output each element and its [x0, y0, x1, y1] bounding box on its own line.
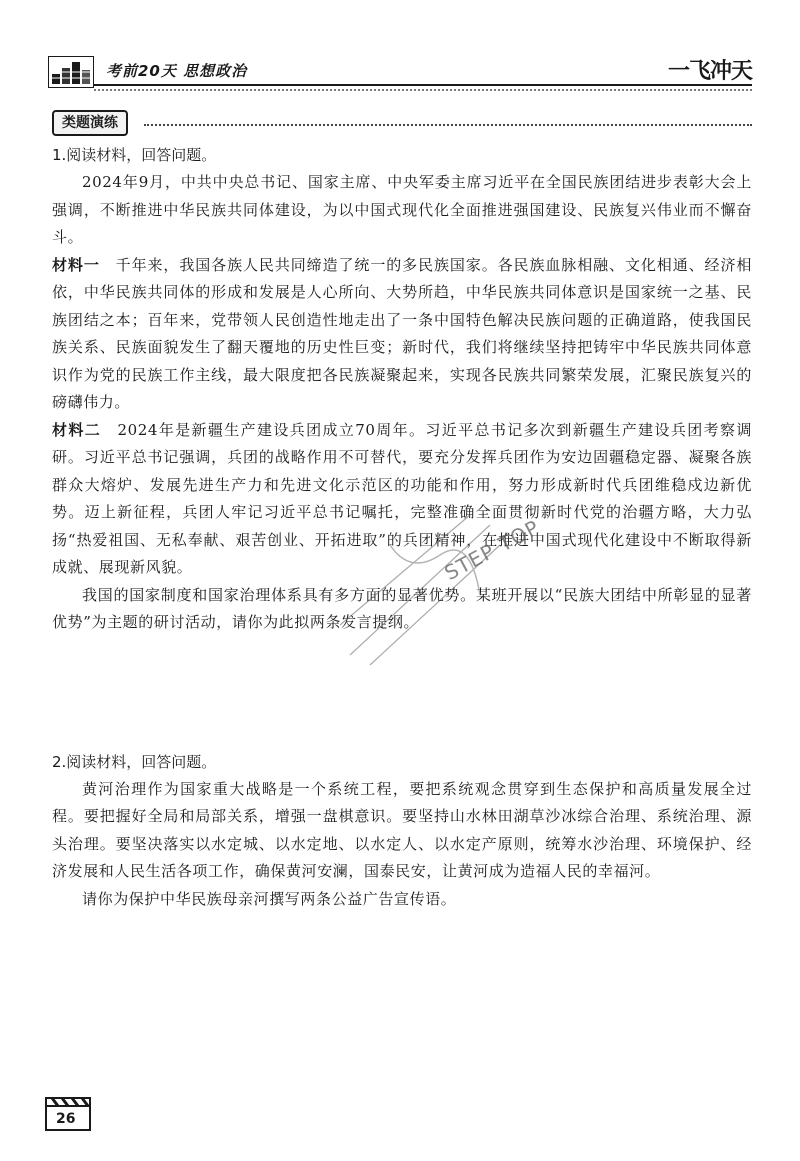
- page-number: 26: [56, 1111, 76, 1127]
- page-header: [48, 54, 752, 94]
- question-2-material: 黄河治理作为国家重大战略是一个系统工程，要把系统观念贯穿到生态保护和高质量发展全过程。要把握好全局和局部关系，增强一盘棋意识。要坚持山水林田湖草沙冰综合治理、系统治理、源头治理。要坚决落实以水定城、以水定地、以水定人、以水定产原则，统筹水沙治理、环境保护、经济发展和人民生活各项工作，确保黄河安澜，国泰民安，让黄河成为造福人民的幸福河。: [52, 779, 752, 880]
- question-1-intro: 2024年9月，中共中央总书记、国家主席、中央军委主席习近平在全国民族团结进步表彰大会上强调，不断推进中华民族共同体建设，为以中国式现代化全面推进强国建设、民族复兴伟业而不懈奋斗。: [52, 173, 752, 246]
- brand-logo: 一飞冲天: [667, 59, 752, 84]
- question-1-task: 我国的国家制度和国家治理体系具有多方面的显著优势。某班开展以“民族大团结中所彰显的显著优势”为主题的研讨活动，请你为此拟两条发言提纲。: [52, 585, 752, 631]
- watermark: STEP TOP: [440, 514, 544, 586]
- question-2-task: 请你为保护中华民族母亲河撰写两条公益广告宣传语。: [82, 889, 457, 908]
- section-tag: 类题演练: [52, 110, 128, 136]
- header-dotted-divider: [94, 89, 752, 91]
- grid-logo-icon: [48, 56, 94, 88]
- material-2-label: 材料二: [52, 420, 102, 439]
- material-1-text: 千年来，我国各族人民共同缔造了统一的多民族国家。各民族血脉相融、文化相通、经济相依，中华民族共同体的形成和发展是人心所向、大势所趋，中华民族共同体意识是国家统一之基、民族团结之本；百年来，党带领人民创造性地走出了一条中国特色解决民族问题的正确道路，使我国民族关系、民族面貌发生了翻天覆地的历史性巨变；新时代，我们将继续坚持把铸牢中华民族共同体意识作为党的民族工作主线，最大限度把各民族凝聚起来，实现各民族共同繁荣发展，汇聚民族复兴的磅礴伟力。: [52, 255, 752, 411]
- material-2-text: 2024年是新疆生产建设兵团成立70周年。习近平总书记多次到新疆生产建设兵团考察调研。习近平总书记强调，兵团的战略作用不可替代，要充分发挥兵团作为安边固疆稳定器、凝聚各族群众大熔炉、发展先进生产力和先进文化示范区的功能和作用，努力形成新时代兵团维稳戍边新优势。迈上新征程，兵团人牢记习近平总书记嘱托，完整准确全面贯彻新时代党的治疆方略，大力弘扬“热爱祖国、无私奉献、艰苦创业、开拓进取”的兵团精神，在推进中国式现代化建设中不断取得新成就、展现新风貌。: [52, 420, 752, 576]
- section-dotted-line: [144, 124, 752, 126]
- header-divider: [94, 84, 752, 86]
- page-number-badge: [44, 1096, 92, 1132]
- watermark-scribble-icon: [330, 505, 510, 675]
- section-heading: [52, 110, 752, 136]
- question-1-material-1: [52, 252, 752, 417]
- header-title: 考前20天 思想政治: [106, 62, 248, 80]
- question-1-prompt: 1.阅读材料，回答问题。: [52, 146, 217, 164]
- material-1-label: 材料一: [52, 255, 100, 274]
- question-2-prompt: 2.阅读材料，回答问题。: [52, 752, 217, 771]
